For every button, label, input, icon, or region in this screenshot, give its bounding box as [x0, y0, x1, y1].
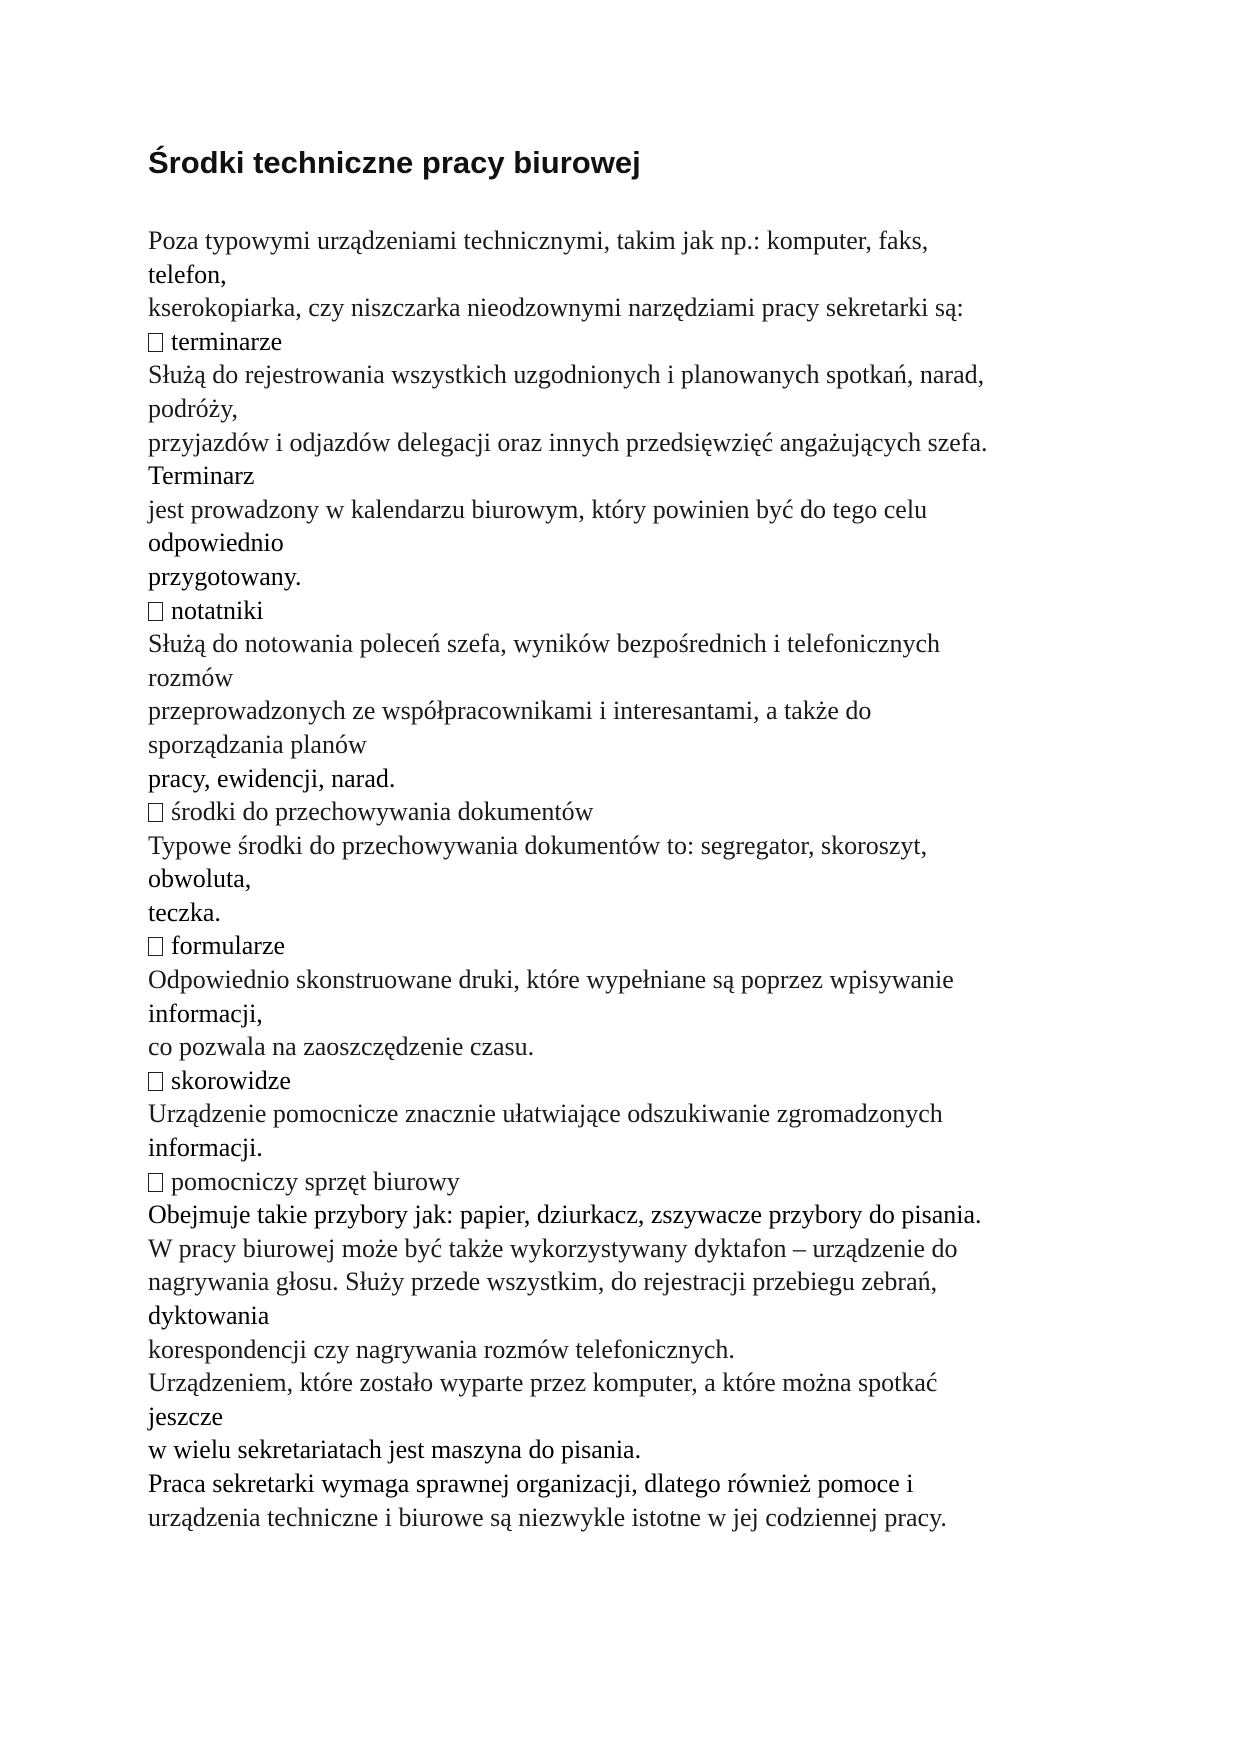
line-text: Służą do rejestrowania wszystkich uzgodnionych i planowanych spotkań, narad,: [148, 360, 985, 390]
page-title: Środki techniczne pracy biurowej: [148, 145, 641, 180]
text-line: [148, 1232, 1208, 1266]
text-line: [148, 1467, 1208, 1501]
line-text: urządzenia techniczne i biurowe są niezwykle istotne w jej codziennej pracy.: [148, 1502, 947, 1532]
line-text: Terminarz: [148, 461, 255, 491]
text-line: [148, 896, 1208, 930]
line-text: terminarze: [171, 326, 283, 356]
text-line: [148, 1265, 1208, 1299]
text-line: [148, 862, 1208, 896]
line-text: jeszcze: [148, 1401, 224, 1431]
line-text: co pozwala na zaoszczędzenie czasu.: [148, 1032, 535, 1062]
text-line: [148, 661, 1208, 695]
text-line: [148, 258, 1208, 292]
checkbox-bullet-icon: [148, 803, 163, 822]
line-text: obwoluta,: [148, 864, 252, 894]
text-line: [148, 358, 1208, 392]
bullet-item: [148, 594, 1208, 628]
text-line: [148, 459, 1208, 493]
text-line: [148, 1400, 1208, 1434]
line-text: w wielu sekretariatach jest maszyna do pisania.: [148, 1435, 642, 1465]
bullet-item: [148, 929, 1208, 963]
text-line: [148, 392, 1208, 426]
text-line: [148, 1299, 1208, 1333]
checkbox-bullet-icon: [148, 1173, 163, 1192]
text-line: [148, 997, 1208, 1031]
text-line: [148, 829, 1208, 863]
line-text: przyjazdów i odjazdów delegacji oraz innych przedsięwzięć angażujących szefa.: [148, 427, 988, 457]
line-text: Urządzenie pomocnicze znacznie ułatwiające odszukiwanie zgromadzonych: [148, 1099, 943, 1129]
line-text: rozmów: [148, 662, 234, 692]
text-line: [148, 627, 1208, 661]
line-text: przygotowany.: [148, 561, 302, 591]
line-text: podróży,: [148, 393, 239, 423]
line-text: skorowidze: [171, 1065, 291, 1095]
line-text: środki do przechowywania dokumentów: [171, 797, 594, 827]
bullet-item: [148, 795, 1208, 829]
bullet-item: [148, 1064, 1208, 1098]
text-line: [148, 762, 1208, 796]
line-text: Obejmuje takie przybory jak: papier, dziurkacz, zszywacze przybory do pisania.: [148, 1200, 982, 1230]
line-text: pomocniczy sprzęt biurowy: [171, 1166, 460, 1196]
text-line: [148, 224, 1208, 258]
line-text: Poza typowymi urządzeniami technicznymi, takim jak np.: komputer, faks,: [148, 226, 929, 255]
checkbox-bullet-icon: [148, 1072, 163, 1091]
text-line: [148, 291, 1208, 325]
line-text: pracy, ewidencji, narad.: [148, 763, 396, 793]
line-text: W pracy biurowej może być także wykorzystywany dyktafon – urządzenie do: [148, 1233, 958, 1263]
line-text: informacji.: [148, 1133, 263, 1163]
text-line: [148, 1030, 1208, 1064]
line-text: Służą do notowania poleceń szefa, wyników bezpośrednich i telefonicznych: [148, 629, 940, 659]
line-text: nagrywania głosu. Służy przede wszystkim, do rejestracji przebiegu zebrań,: [148, 1267, 938, 1297]
text-line: [148, 1366, 1208, 1400]
text-line: [148, 1501, 1208, 1535]
line-text: Urządzeniem, które zostało wyparte przez komputer, a które można spotkać: [148, 1368, 938, 1398]
text-line: [148, 426, 1208, 460]
text-line: [148, 526, 1208, 560]
line-text: teczka.: [148, 897, 221, 927]
text-line: [148, 694, 1208, 728]
line-text: Praca sekretarki wymaga sprawnej organizacji, dlatego również pomoce i: [148, 1468, 914, 1498]
text-line: [148, 963, 1208, 997]
text-line: [148, 1131, 1208, 1165]
checkbox-bullet-icon: [148, 333, 163, 352]
line-text: jest prowadzony w kalendarzu biurowym, który powinien być do tego celu: [148, 494, 928, 524]
line-text: odpowiednio: [148, 528, 284, 558]
bullet-item: [148, 325, 1208, 359]
line-text: dyktowania: [148, 1301, 270, 1330]
checkbox-bullet-icon: [148, 602, 163, 621]
text-line: [148, 728, 1208, 762]
text-line: [148, 1097, 1208, 1131]
line-text: przeprowadzonych ze współpracownikami i interesantami, a także do: [148, 696, 872, 726]
bullet-item: [148, 1165, 1208, 1199]
checkbox-bullet-icon: [148, 937, 163, 956]
line-text: Typowe środki do przechowywania dokumentów to: segregator, skoroszyt,: [148, 830, 928, 860]
text-line: [148, 1433, 1208, 1467]
line-text: informacji,: [148, 998, 263, 1028]
text-line: [148, 1333, 1208, 1367]
document-body: [148, 224, 1208, 1534]
line-text: Odpowiednio skonstruowane druki, które wypełniane są poprzez wpisywanie: [148, 965, 954, 995]
line-text: formularze: [171, 931, 286, 961]
text-line: [148, 493, 1208, 527]
line-text: korespondencji czy nagrywania rozmów telefonicznych.: [148, 1334, 735, 1364]
text-line: [148, 560, 1208, 594]
line-text: telefon,: [148, 259, 227, 289]
line-text: sporządzania planów: [148, 729, 367, 759]
line-text: notatniki: [171, 595, 264, 625]
line-text: kserokopiarka, czy niszczarka nieodzownymi narzędziami pracy sekretarki są:: [148, 293, 964, 323]
text-line: [148, 1198, 1208, 1232]
